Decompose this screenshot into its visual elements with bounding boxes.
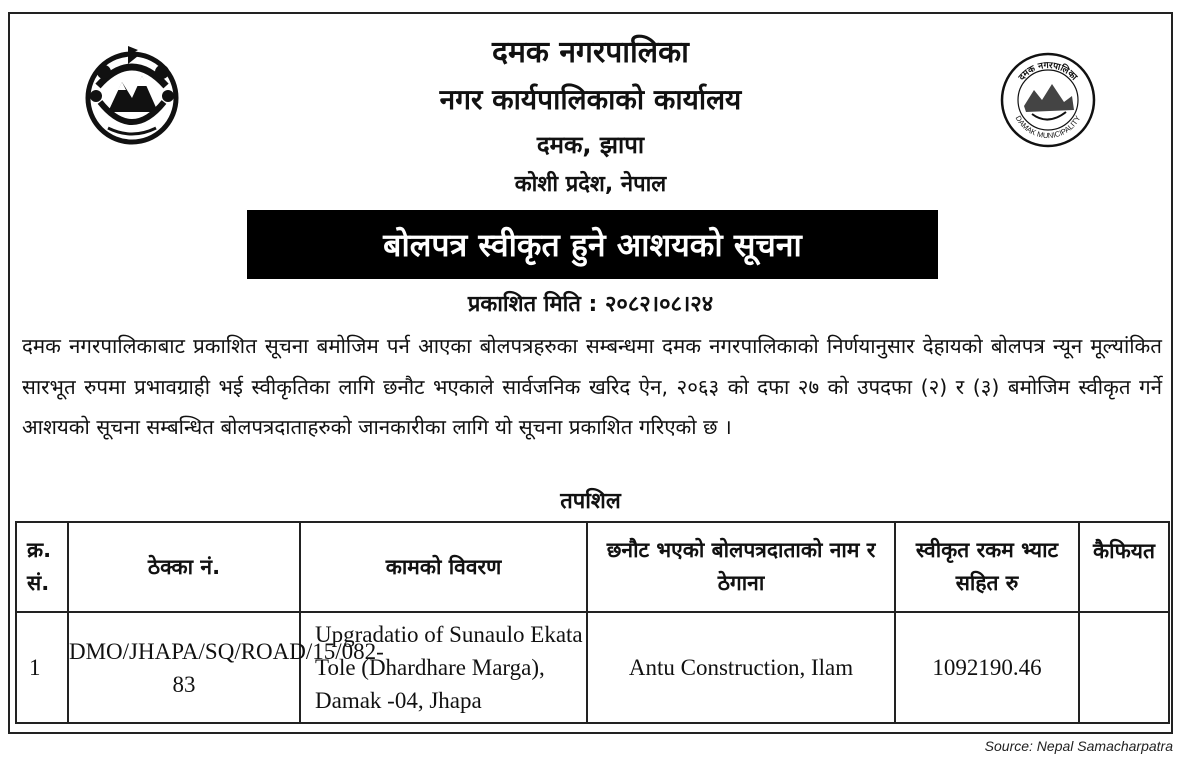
header-approved-amount: स्वीकृत रकम भ्याट सहित रु	[895, 522, 1079, 612]
header-work-description: कामको विवरण	[300, 522, 587, 612]
province-country: कोशी प्रदेश, नेपाल	[514, 172, 667, 197]
header-serial-number: क्र. सं.	[16, 522, 68, 612]
svg-text:दमक नगरपालिका: दमक नगरपालिका	[1017, 60, 1079, 83]
cell-contract-number: DMO/JHAPA/SQ/ROAD/15/082-83	[68, 612, 300, 723]
office-name: नगर कार्यपालिकाको कार्यालय	[439, 83, 742, 116]
header-bidder-name-address: छनौट भएको बोलपत्रदाताको नाम र ठेगाना	[587, 522, 895, 612]
cell-bidder-name-address: Antu Construction, Ilam	[587, 612, 895, 723]
table-title: तपशिल	[560, 489, 621, 514]
notice-body: दमक नगरपालिकाबाट प्रकाशित सूचना बमोजिम पर्न आएका बोलपत्रहरुका सम्बन्धमा दमक नगरपालिकाको निर्णयानुसार देहायको बोलपत्र न्यून मूल्यांकित सारभूत रुपमा प्रभावग्राही भई स्वीकृतिका लागि छनौट भएकाले सार्वजनिक खरिद ऐन, २०६३ को दफा २७ को उपदफा (२) र (३) बमोजिम स्वीकृत गर्ने आशयको सूचना सम्बन्धित बोलपत्रदाताहरुको जानकारीका लागि यो सूचना प्रकाशित गरिएको छ ।	[22, 334, 1162, 439]
cell-work-description: Upgradatio of Sunaulo Ekata Tole (Dhardhare Marga), Damak -04, Jhapa	[300, 612, 587, 723]
bid-details-table	[15, 521, 1170, 724]
table-header-row	[16, 522, 1169, 612]
published-date: प्रकाशित मिति : २०८२।०८।२४	[467, 292, 714, 317]
svg-text:DAMAK MUNICIPALITY: DAMAK MUNICIPALITY	[1013, 114, 1083, 141]
cell-remarks	[1079, 612, 1169, 723]
notice-title-banner: बोलपत्र स्वीकृत हुने आशयको सूचना	[247, 210, 938, 279]
municipality-name: दमक नगरपालिका	[492, 35, 689, 70]
header-contract-number: ठेक्का नं.	[68, 522, 300, 612]
cell-approved-amount: 1092190.46	[895, 612, 1079, 723]
office-location: दमक, झापा	[536, 131, 645, 159]
header-remarks: कैफियत	[1079, 522, 1169, 612]
source-credit: Source: Nepal Samacharpatra	[984, 738, 1173, 754]
table-row	[16, 612, 1169, 723]
cell-serial-number: 1	[16, 612, 68, 723]
